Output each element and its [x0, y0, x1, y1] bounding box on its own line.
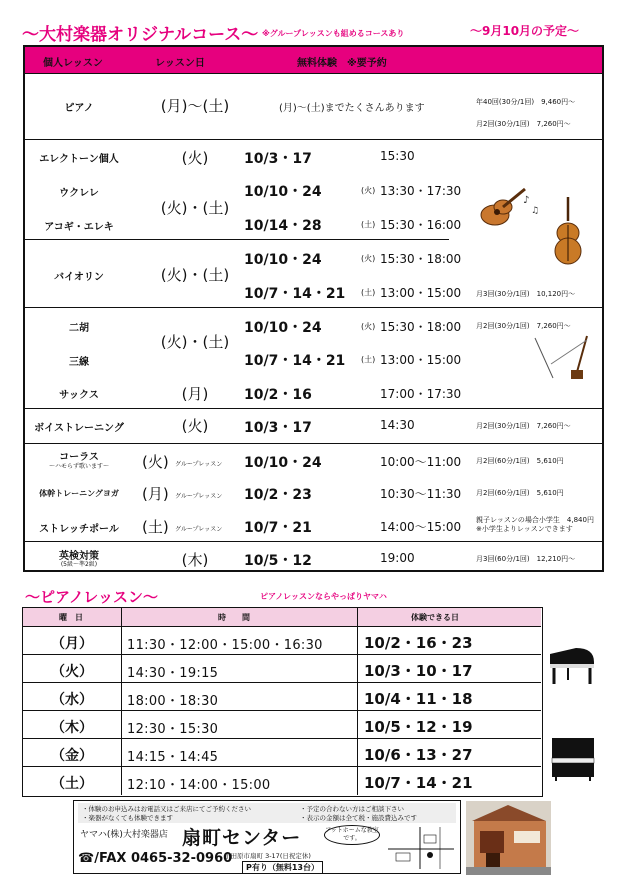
yoga-price: 月2回(60分/1回) 5,610円	[476, 489, 564, 497]
trial-time-shamisen: 13:00・15:00	[380, 353, 462, 367]
row-divider	[25, 139, 602, 140]
day-mark-erhu: (火)	[361, 322, 376, 331]
piano-time: 14:30・19:15	[127, 666, 219, 681]
address: 小田原市扇町 3-17(日祝定休)	[224, 852, 311, 860]
trial-date-violin-1: 10/10・24	[244, 252, 322, 268]
trial-date-shamisen: 10/7・14・21	[244, 353, 346, 369]
trial-time-erhu: 15:30・18:00	[380, 320, 462, 334]
piano-price-annual: 年40回(30分/1回) 9,460円〜	[476, 98, 576, 106]
lesson-day-stretch: (土)	[142, 518, 169, 536]
lesson-name-sax: サックス	[59, 390, 99, 401]
trial-date-erhu: 10/10・24	[244, 320, 322, 336]
lesson-name-piano: ピアノ	[64, 103, 94, 114]
lesson-day-voice: (火)	[181, 417, 209, 435]
piano-schedule-table	[22, 607, 543, 797]
lesson-day-electone: (火)	[181, 149, 209, 167]
table-row	[23, 767, 541, 795]
lesson-name-chorus: コーラス	[59, 452, 99, 463]
header-time: 時 間	[218, 613, 250, 622]
notes-area	[78, 803, 456, 823]
trial-date-yoga: 10/2・23	[244, 487, 312, 503]
piano-day: （月）	[51, 636, 93, 652]
piano-trial-date: 10/5・12・19	[364, 718, 473, 736]
day-mark-shamisen: (土)	[361, 355, 376, 364]
piano-day: （火）	[51, 664, 93, 680]
page-title: 〜大村楽器オリジナルコース〜	[22, 25, 259, 45]
piano-trial-note: (月)〜(土)までたくさんあります	[279, 103, 425, 114]
trial-time-violin-2: 13:00・15:00	[380, 286, 462, 300]
lesson-day-eiken: (木)	[181, 551, 209, 569]
row-divider	[25, 408, 602, 409]
trial-time-ukulele: 13:30・17:30	[380, 184, 462, 198]
note-tax-included: ・表示の金額は全て税・施設費込みです	[300, 814, 417, 822]
piano-trial-date: 10/2・16・23	[364, 634, 473, 652]
table-row	[23, 711, 541, 739]
piano-time: 18:00・18:30	[127, 694, 219, 709]
chorus-subtitle: 〜ハモらず歌います〜	[48, 463, 109, 470]
note-no-instrument: ・楽器がなくても体験できます	[82, 814, 173, 822]
trial-time-guitar: 15:30・16:00	[380, 218, 462, 232]
piano-table-header	[23, 608, 541, 627]
trial-time-voice: 14:30	[380, 418, 415, 432]
day-mark-violin-1: (火)	[361, 254, 376, 263]
piano-day: （木）	[51, 720, 93, 736]
piano-day: （金）	[51, 748, 93, 764]
table-row	[23, 683, 541, 711]
course-table-header	[25, 47, 602, 74]
location-map-icon	[382, 825, 458, 871]
piano-section-note: ピアノレッスンならやっぱりヤマハ	[260, 592, 387, 601]
stretch-group-label: グループレッスン	[175, 526, 223, 533]
trial-time-chorus: 10:00〜11:00	[380, 455, 462, 469]
lesson-name-guitar: アコギ・エレキ	[44, 222, 114, 233]
parking-info: P有り（無料13台）	[242, 861, 323, 874]
trial-date-eiken: 10/5・12	[244, 553, 312, 569]
row-divider	[25, 239, 449, 240]
upright-piano-icon	[548, 734, 598, 782]
piano-price-monthly: 月2回(30分/1回) 7,260円〜	[476, 120, 571, 128]
piano-trial-date: 10/7・14・21	[364, 774, 473, 792]
trial-time-yoga: 10:30〜11:30	[380, 487, 462, 501]
piano-trial-date: 10/4・11・18	[364, 690, 473, 708]
row-divider	[25, 541, 602, 542]
trial-date-guitar: 10/14・28	[244, 218, 322, 234]
table-row	[23, 627, 541, 655]
chorus-price: 月2回(60分/1回) 5,610円	[476, 457, 564, 465]
lesson-day-ukulele-guitar: (火)・(土)	[160, 199, 230, 217]
grand-piano-icon	[546, 640, 598, 688]
violin-price: 月3回(30分/1回) 10,120円〜	[476, 290, 576, 298]
chorus-group-label: グループレッスン	[175, 461, 223, 468]
lesson-day-chorus: (火)	[142, 453, 169, 471]
row-divider	[25, 307, 602, 308]
trial-date-electone: 10/3・17	[244, 151, 312, 167]
shop-name: ヤマハ(株)大村楽器店	[80, 830, 168, 840]
piano-time: 14:15・14:45	[127, 750, 219, 765]
trial-time-eiken: 19:00	[380, 551, 415, 565]
note-consult: ・予定の合わない方はご相談下さい	[300, 805, 404, 813]
lesson-name-erhu: 二胡	[69, 323, 89, 334]
lesson-name-eiken: 英検対策	[59, 551, 99, 562]
erhu-illustration-icon	[531, 334, 601, 382]
lesson-name-shamisen: 三線	[69, 357, 89, 368]
voice-price: 月2回(30分/1回) 7,260円〜	[476, 422, 571, 430]
lesson-day-yoga: (月)	[142, 485, 169, 503]
day-mark-violin-2: (土)	[361, 288, 376, 297]
piano-time: 11:30・12:00・15:00・16:30	[127, 638, 323, 653]
piano-trial-date: 10/6・13・27	[364, 746, 473, 764]
lesson-day-piano: (月)〜(土)	[160, 97, 230, 115]
day-mark-guitar: (土)	[361, 220, 376, 229]
trial-time-sax: 17:00・17:30	[380, 387, 462, 401]
trial-date-stretch: 10/7・21	[244, 520, 312, 536]
lesson-name-yoga: 体幹トレーニングヨガ	[39, 489, 119, 498]
trial-time-stretch: 14:00〜15:00	[380, 520, 462, 534]
lesson-day-sax: (月)	[181, 385, 209, 403]
trial-date-ukulele: 10/10・24	[244, 184, 322, 200]
svg-text:♪: ♪	[523, 195, 530, 206]
trial-time-violin-1: 15:30・18:00	[380, 252, 462, 266]
guitar-illustration-icon	[473, 181, 543, 231]
lesson-name-electone: エレクトーン個人	[39, 154, 119, 165]
piano-time: 12:30・15:30	[127, 722, 219, 737]
stretch-note: ※小学生よりレッスンできます	[476, 525, 573, 533]
note-reservation: ・体験のお申込みはお電話又はご来店にてご予約ください	[82, 805, 251, 813]
homey-bubble: アットホームな教室です。	[324, 825, 380, 845]
piano-trial-date: 10/3・10・17	[364, 662, 473, 680]
row-divider	[25, 443, 602, 444]
header-trial-date: 体験できる日	[411, 613, 459, 622]
eiken-price: 月3回(60分/1回) 12,210円〜	[476, 555, 576, 563]
trial-date-violin-2: 10/7・14・21	[244, 286, 346, 302]
piano-day: （水）	[51, 692, 93, 708]
course-table	[23, 45, 604, 572]
piano-day: （土）	[51, 776, 93, 792]
storefront-photo-icon	[466, 801, 551, 875]
phone-number[interactable]: ☎/FAX 0465-32-0960	[78, 851, 233, 866]
schedule-month: 〜9月10月の予定〜	[470, 24, 580, 38]
stretch-price: 親子レッスンの場合小学生 4,840円	[476, 516, 594, 524]
trial-date-chorus: 10/10・24	[244, 455, 322, 471]
lesson-name-violin: バイオリン	[54, 272, 104, 283]
eiken-subtitle: (5級〜準2級)	[60, 561, 98, 568]
header-free-trial: 無料体験 ※要予約	[297, 58, 387, 69]
lesson-name-voice: ボイストレーニング	[34, 423, 124, 434]
piano-time: 12:10・14:00・15:00	[127, 778, 271, 793]
trial-date-sax: 10/2・16	[244, 387, 312, 403]
table-row	[23, 739, 541, 767]
day-mark-ukulele: (火)	[361, 186, 376, 195]
lesson-name-ukulele: ウクレレ	[59, 188, 99, 199]
header-private-lesson: 個人レッスン	[43, 58, 103, 69]
svg-text:♫: ♫	[531, 206, 540, 216]
violin-illustration-icon	[551, 195, 585, 267]
trial-time-electone: 15:30	[380, 149, 415, 163]
header-day: 曜 日	[59, 613, 83, 622]
table-row	[23, 655, 541, 683]
yoga-group-label: グループレッスン	[175, 493, 223, 500]
erhu-price: 月2回(30分/1回) 7,260円〜	[476, 322, 571, 330]
lesson-day-violin: (火)・(土)	[160, 266, 230, 284]
header-lesson-day: レッスン日	[155, 58, 205, 69]
lesson-day-erhu-shamisen: (火)・(土)	[160, 333, 230, 351]
lesson-name-stretch: ストレッチポール	[39, 524, 119, 535]
store-info-box	[73, 800, 461, 874]
center-name: 扇町センター	[182, 827, 302, 849]
trial-date-voice: 10/3・17	[244, 420, 312, 436]
group-lesson-note: ※グループレッスンも組めるコースあり	[262, 29, 405, 38]
piano-section-title: 〜ピアノレッスン〜	[25, 588, 159, 606]
